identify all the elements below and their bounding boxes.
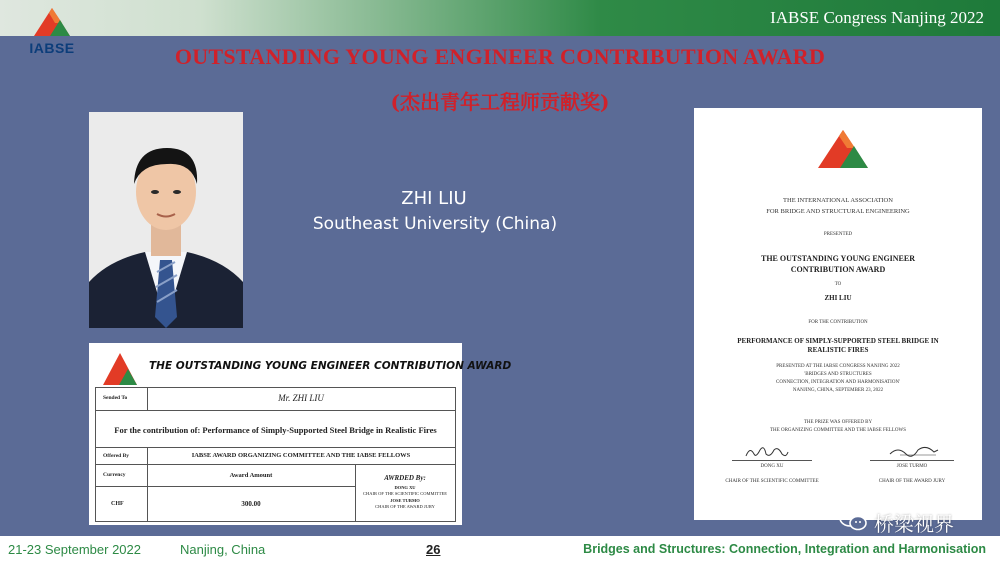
form-heading: THE OUTSTANDING YOUNG ENGINEER CONTRIBUTION AWARD [149,360,512,372]
cert-prize-line1: THE PRIZE WAS OFFERED BY [803,420,873,425]
page-number: 26 [426,542,441,557]
amount-label: Award Amount [229,472,273,479]
winner-photo [89,112,243,328]
cert-signer1: DONG XU [760,464,784,469]
cert-for-contribution: FOR THE CONTRIBUTION [808,320,868,325]
form-offered-by: IABSE AWARD ORGANIZING COMMITTEE AND THE IABSE FELLOWS [191,452,411,459]
footer-bar [0,536,1000,562]
watermark [838,508,988,536]
footer-city: Nanjing, China [180,542,266,557]
cert-congress-line1: PRESENTED AT THE IABSE CONGRESS NANJING 2022 [776,364,900,369]
iabse-logo [810,128,876,170]
cert-org-line1: THE INTERNATIONAL ASSOCIATION [783,197,893,204]
logo-text: IABSE [29,40,75,56]
form-signer2: JOSE TURMO [390,498,420,503]
award-title: OUTSTANDING YOUNG ENGINEER CONTRIBUTION AWARD [174,44,826,69]
cert-paper-line1: PERFORMANCE OF SIMPLY-SUPPORTED STEEL BRIDGE IN [737,337,939,345]
header-bar [0,0,1000,36]
award-form-document [89,343,512,525]
event-title: IABSE Congress Nanjing 2022 [770,8,984,27]
sended-to-label: Sended To [103,395,128,401]
footer-dates: 21-23 September 2022 [8,542,141,557]
iabse-logo [97,351,143,389]
cert-award-line2: CONTRIBUTION AWARD [790,265,886,274]
form-amount: 300.00 [241,500,261,508]
cert-congress-line3: CONNECTION, INTEGRATION AND HARMONISATION' [776,380,900,385]
form-signer1: DONG XU [394,485,416,490]
winner-university: Southeast University (China) [312,214,558,234]
cert-prize-line2: THE ORGANIZING COMMITTEE AND THE IABSE FELLOWS [769,428,906,433]
form-signer2-title: CHAIR OF THE AWARD JURY [375,504,435,509]
cert-signer2-title: CHAIR OF THE AWARD JURY [878,479,946,484]
form-recipient: Mr. ZHI LIU [278,393,324,403]
currency-label: Currency [103,472,126,478]
cert-congress-line4: NANJING, CHINA, SEPTEMBER 23, 2022 [792,388,884,393]
form-signer1-title: CHAIR OF THE SCIENTIFIC COMMITTEE [363,491,447,496]
wechat-icon [838,508,868,532]
cert-signer1-title: CHAIR OF THE SCIENTIFIC COMMITTEE [725,479,819,484]
cert-signer2: JOSE TURMO [896,464,928,469]
award-certificate [694,108,982,520]
offered-by-label: Offered By [103,453,130,459]
cert-congress-line2: 'BRIDGES AND STRUCTURES [804,372,872,377]
footer-theme: Bridges and Structures: Connection, Integration and Harmonisation [583,542,986,556]
signature-jose-turmo [886,442,942,462]
cert-paper-line2: REALISTIC FIRES [807,346,869,354]
cert-presented: PRESENTED [823,232,853,237]
cert-to: TO [834,282,842,287]
form-contribution: For the contribution of: Performance of Simply-Supported Steel Bridge in Realistic Fires [114,425,437,435]
signature-dong-xu [742,442,792,462]
watermark-text: 桥梁视界 [874,512,954,536]
award-title-chinese: (杰出青年工程师贡献奖) [390,90,610,114]
winner-name: ZHI LIU [401,188,467,209]
cert-award-line1: THE OUTSTANDING YOUNG ENGINEER [760,254,916,263]
cert-recipient: ZHI LIU [824,294,852,302]
form-currency: CHF [111,501,124,507]
awarded-by-label: AWRDED By: [384,474,426,482]
cert-org-line2: FOR BRIDGE AND STRUCTURAL ENGINEERING [766,208,910,215]
